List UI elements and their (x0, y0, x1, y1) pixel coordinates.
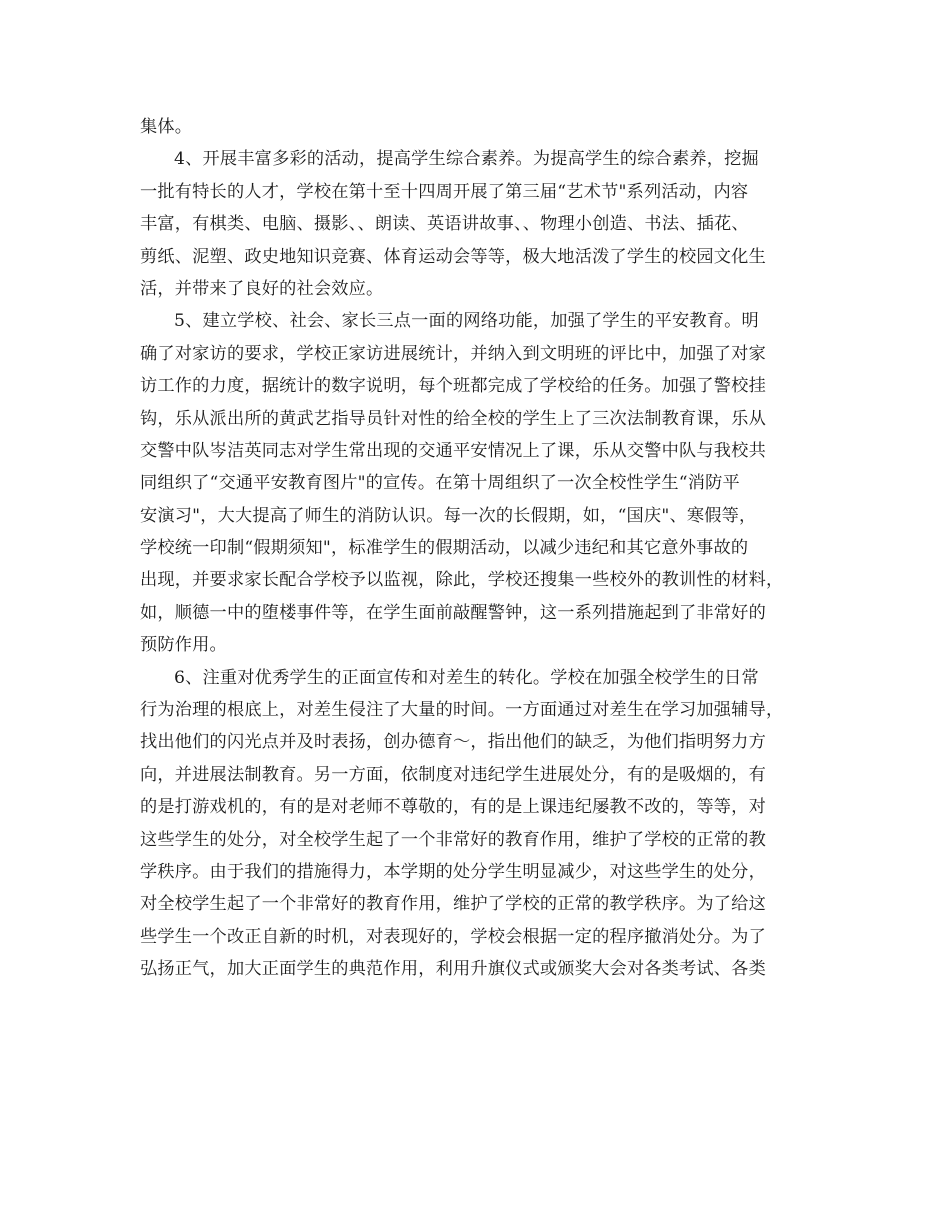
text-line: 对全校学生起了一个非常好的教育作用，维护了学校的正常的教学秩序。为了给这 (140, 894, 766, 915)
text-line: 访工作的力度，据统计的数字说明，每个班都完成了学校给的任务。加强了警校挂 (140, 376, 766, 397)
text-line: 安演习"，大大提高了师生的消防认识。每一次的长假期，如，“国庆"、寒假等， (140, 505, 757, 526)
text-line: 这些学生的处分，对全校学生起了一个非常好的教育作用，维护了学校的正常的教 (140, 829, 766, 850)
text-line: 同组织了“交通平安教育图片"的宣传。在第十周组织了一次全校性学生“消防平 (140, 473, 740, 494)
text-line: 学校统一印制“假期须知"，标准学生的假期活动，以减少违纪和其它意外事故的 (140, 538, 749, 559)
paragraph-first-line: 5、建立学校、社会、家长三点一面的网络功能，加强了学生的平安教育。明 (174, 311, 759, 332)
text-line: 如，顺德一中的堕楼事件等，在学生面前敲醒警钟，这一系列措施起到了非常好的 (140, 602, 766, 623)
text-line: 学秩序。由于我们的措施得力，本学期的处分学生明显减少，对这些学生的处分， (140, 861, 766, 882)
text-line: 出现，并要求家长配合学校予以监视，除此，学校还搜集一些校外的教训性的材料， (140, 570, 784, 591)
text-line: 的是打游戏机的，有的是对老师不尊敬的，有的是上课违纪屡教不改的，等等，对 (140, 797, 766, 818)
text-line: 些学生一个改正自新的时机，对表现好的，学校会根据一定的程序撤消处分。为了 (140, 926, 766, 947)
text-line: 确了对家访的要求，学校正家访进展统计，并纳入到文明班的评比中，加强了对家 (140, 343, 766, 364)
text-line: 找出他们的闪光点并及时表扬，创办德育～，指出他们的缺乏，为他们指明努力方 (140, 732, 766, 753)
document-body (140, 111, 812, 986)
text-line: 活，并带来了良好的社会效应。 (140, 278, 384, 299)
paragraph-first-line: 6、注重对优秀学生的正面宣传和对差生的转化。学校在加强全校学生的日常 (174, 667, 759, 688)
text-line: 剪纸、泥塑、政史地知识竞赛、体育运动会等等，极大地活泼了学生的校园文化生 (140, 246, 766, 267)
text-line: 钩，乐从派出所的黄武艺指导员针对性的给全校的学生上了三次法制教育课，乐从 (140, 408, 766, 429)
text-line: 丰富，有棋类、电脑、摄影、、朗读、英语讲故事、、物理小创造、书法、插花、 (140, 214, 749, 235)
text-line: 行为治理的根底上，对差生侵注了大量的时间。一方面通过对差生在学习加强辅导， (140, 700, 784, 721)
paragraph-first-line: 4、开展丰富多彩的活动，提高学生综合素养。为提高学生的综合素养，挖掘 (174, 149, 759, 170)
text-line: 交警中队岑洁英同志对学生常出现的交通平安情况上了课，乐从交警中队与我校共 (140, 440, 766, 461)
text-line: 向，并进展法制教育。另一方面，依制度对违纪学生进展处分，有的是吸烟的，有 (140, 764, 766, 785)
text-line: 弘扬正气，加大正面学生的典范作用，利用升旗仪式或颁奖大会对各类考试、各类 (140, 959, 766, 980)
text-line: 预防作用。 (140, 635, 227, 656)
text-line: 集体。 (140, 117, 193, 137)
text-line: 一批有特长的人才，学校在第十至十四周开展了第三届“艺术节"系列活动，内容 (140, 181, 749, 202)
